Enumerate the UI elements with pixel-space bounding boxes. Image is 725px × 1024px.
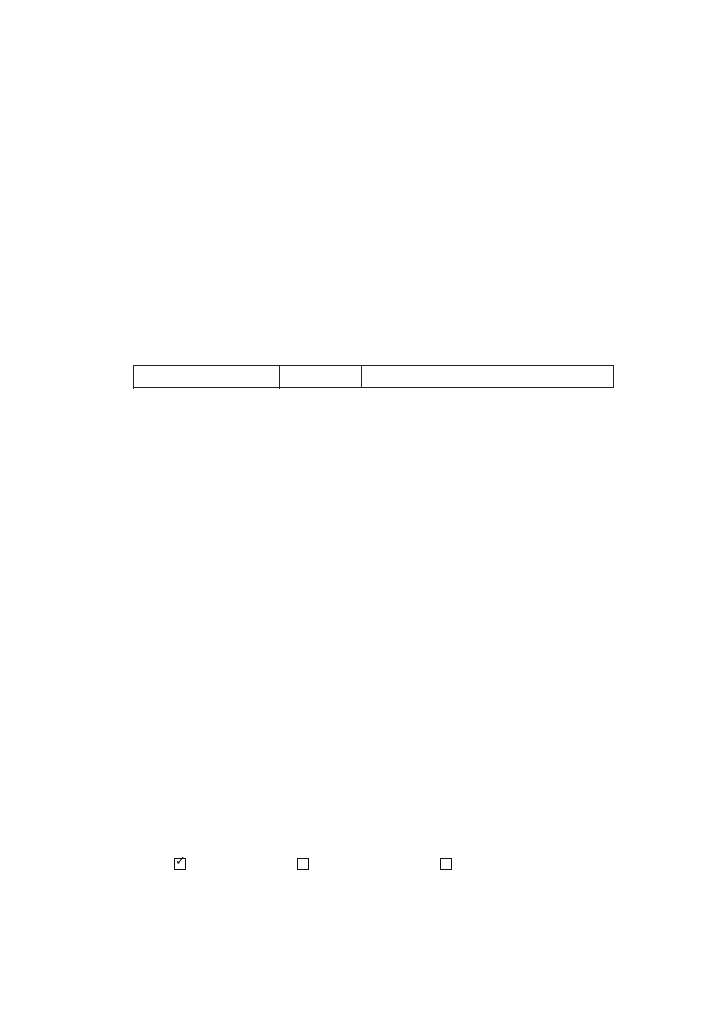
checkbox-checked-icon[interactable] — [174, 858, 186, 870]
budget-source-school[interactable] — [174, 857, 192, 872]
checkbox-empty-icon[interactable] — [297, 858, 309, 870]
budget-source-other[interactable] — [440, 857, 458, 872]
checkbox-empty-icon[interactable] — [440, 858, 452, 870]
budget-source-parents[interactable] — [297, 857, 315, 872]
